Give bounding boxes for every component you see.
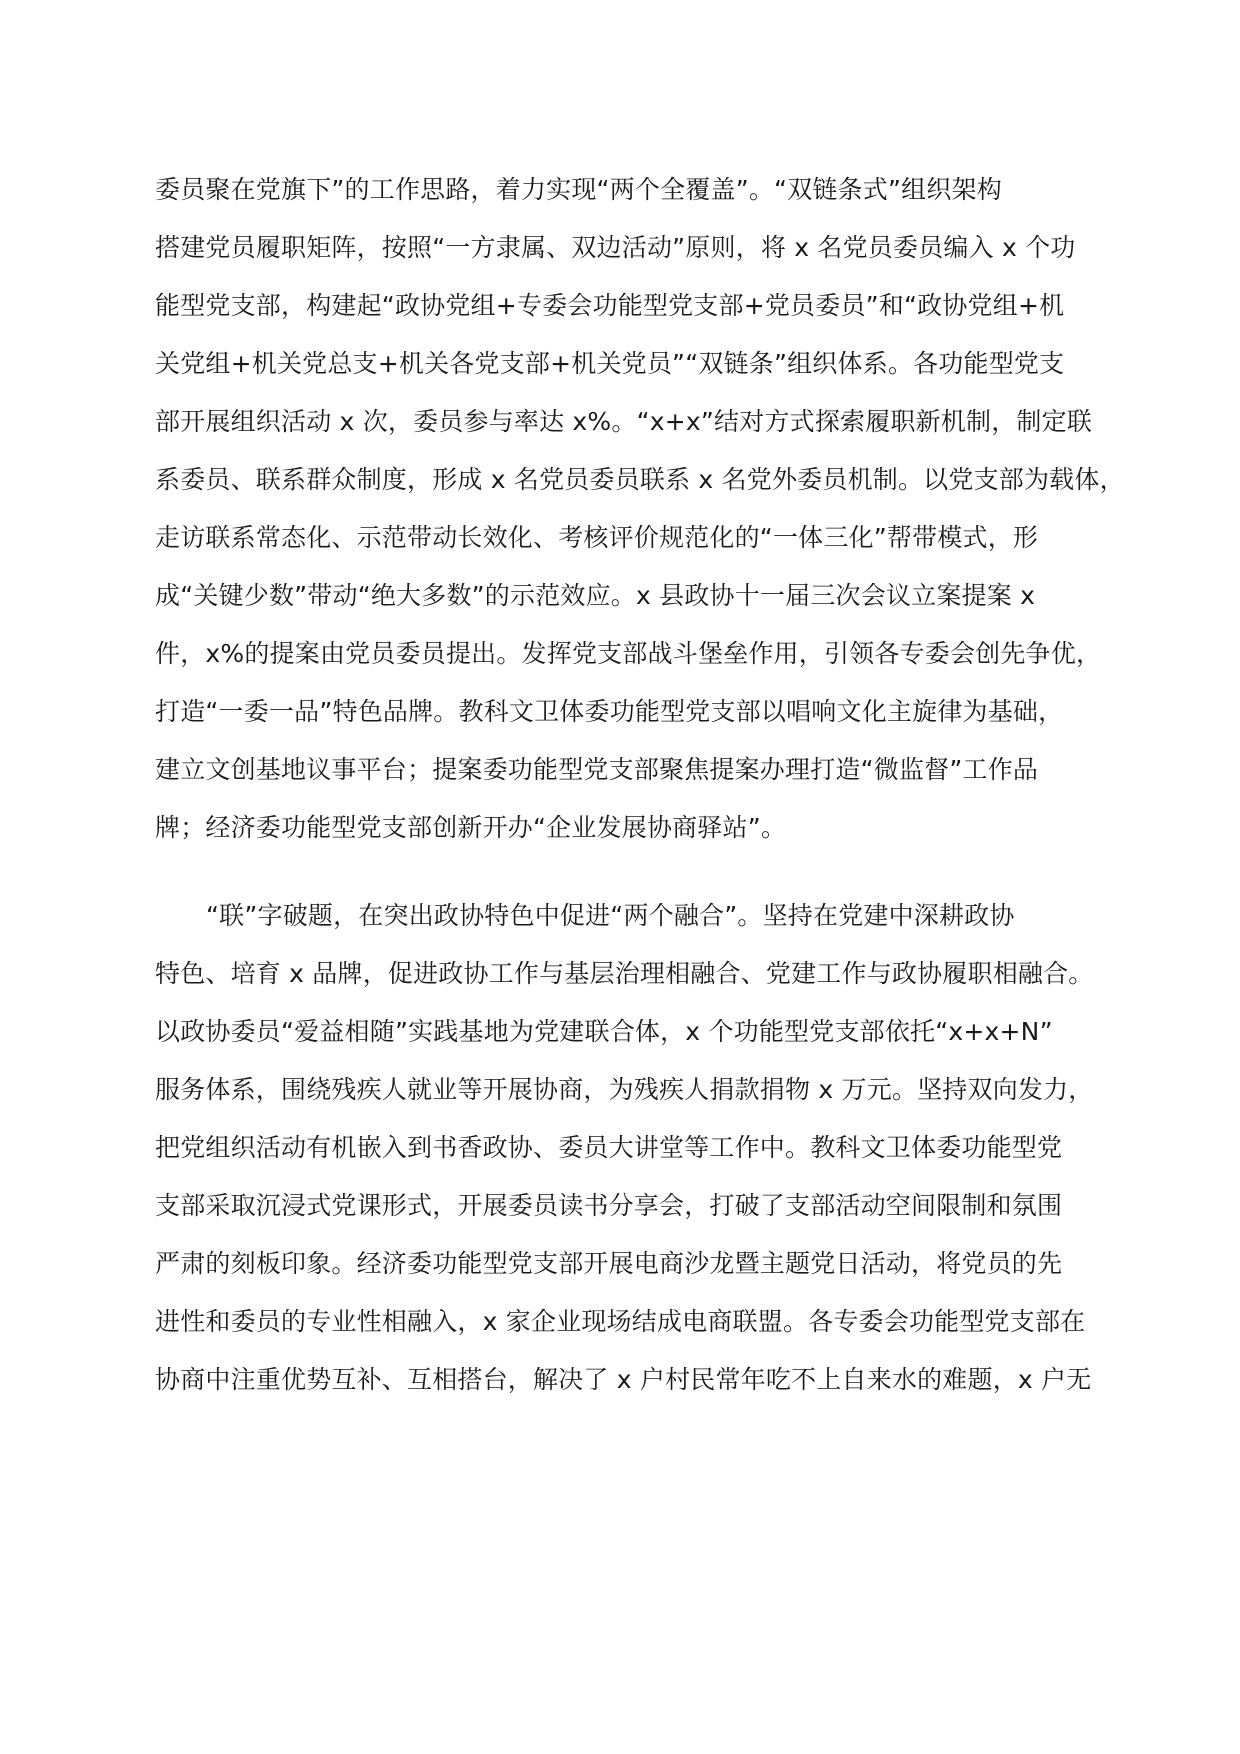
- paragraph-1-line-12: 牌；经济委功能型党支部创新开办“企业发展协商驿站”。: [155, 813, 787, 842]
- paragraph-2-line-6: 支部采取沉浸式党课形式，开展委员读书分享会，打破了支部活动空间限制和氛围: [155, 1191, 1063, 1220]
- paragraph-2-line-1: “联”字破题，在突出政协特色中促进“两个融合”。坚持在党建中深耕政协: [206, 901, 1015, 930]
- paragraph-2-line-3: 以政协委员“爱益相随”实践基地为党建联合体，x 个功能型党支部依托“x+x+N”: [155, 1017, 1053, 1046]
- paragraph-2-line-7: 严肃的刻板印象。经济委功能型党支部开展电商沙龙暨主题党日活动，将党员的先: [155, 1249, 1063, 1278]
- paragraph-1-line-4: 关党组+机关党总支+机关各党支部+机关党员”“双链条”组织体系。各功能型党支: [155, 349, 1065, 378]
- paragraph-2-line-4: 服务体系，围绕残疾人就业等开展协商，为残疾人捐款捐物 x 万元。坚持双向发力，: [155, 1075, 1094, 1104]
- paragraph-2-line-8: 进性和委员的专业性相融入，x 家企业现场结成电商联盟。各专委会功能型党支部在: [155, 1307, 1086, 1336]
- paragraph-2-line-2: 特色、培育 x 品牌，促进政协工作与基层治理相融合、党建工作与政协履职相融合。: [155, 959, 1094, 988]
- paragraph-1-line-9: 件，x%的提案由党员委员提出。发挥党支部战斗堡垒作用，引领各专委会创先争优，: [155, 639, 1102, 668]
- paragraph-1-line-7: 走访联系常态化、示范带动长效化、考核评价规范化的“一体三化”帮带模式，形: [155, 523, 1039, 552]
- paragraph-1-line-5: 部开展组织活动 x 次，委员参与率达 x%。“x+x”结对方式探索履职新机制，制定联: [155, 407, 1093, 436]
- paragraph-1-line-3: 能型党支部，构建起“政协党组+专委会功能型党支部+党员委员”和“政协党组+机: [155, 291, 1065, 320]
- paragraph-2-line-5: 把党组织活动有机嵌入到书香政协、委员大讲堂等工作中。教科文卫体委功能型党: [155, 1133, 1063, 1162]
- paragraph-1-line-6: 系委员、联系群众制度，形成 x 名党员委员联系 x 名党外委员机制。以党支部为载体，: [155, 465, 1125, 494]
- paragraph-2-line-9: 协商中注重优势互补、互相搭台，解决了 x 户村民常年吃不上自来水的难题，x 户无: [155, 1365, 1092, 1394]
- paragraph-1-line-11: 建立文创基地议事平台；提案委功能型党支部聚焦提案办理打造“微监督”工作品: [155, 755, 1039, 784]
- paragraph-1-line-10: 打造“一委一品”特色品牌。教科文卫体委功能型党支部以唱响文化主旋律为基础，: [155, 697, 1064, 726]
- paragraph-1-line-8: 成“关键少数”带动“绝大多数”的示范效应。x 县政协十一届三次会议立案提案 x: [155, 581, 1036, 610]
- paragraph-1-line-2: 搭建党员履职矩阵，按照“一方隶属、双边活动”原则，将 x 名党员委员编入 x 个功: [155, 233, 1076, 262]
- paragraph-1-line-1: 委员聚在党旗下”的工作思路，着力实现“两个全覆盖”。“双链条式”组织架构: [155, 175, 1002, 204]
